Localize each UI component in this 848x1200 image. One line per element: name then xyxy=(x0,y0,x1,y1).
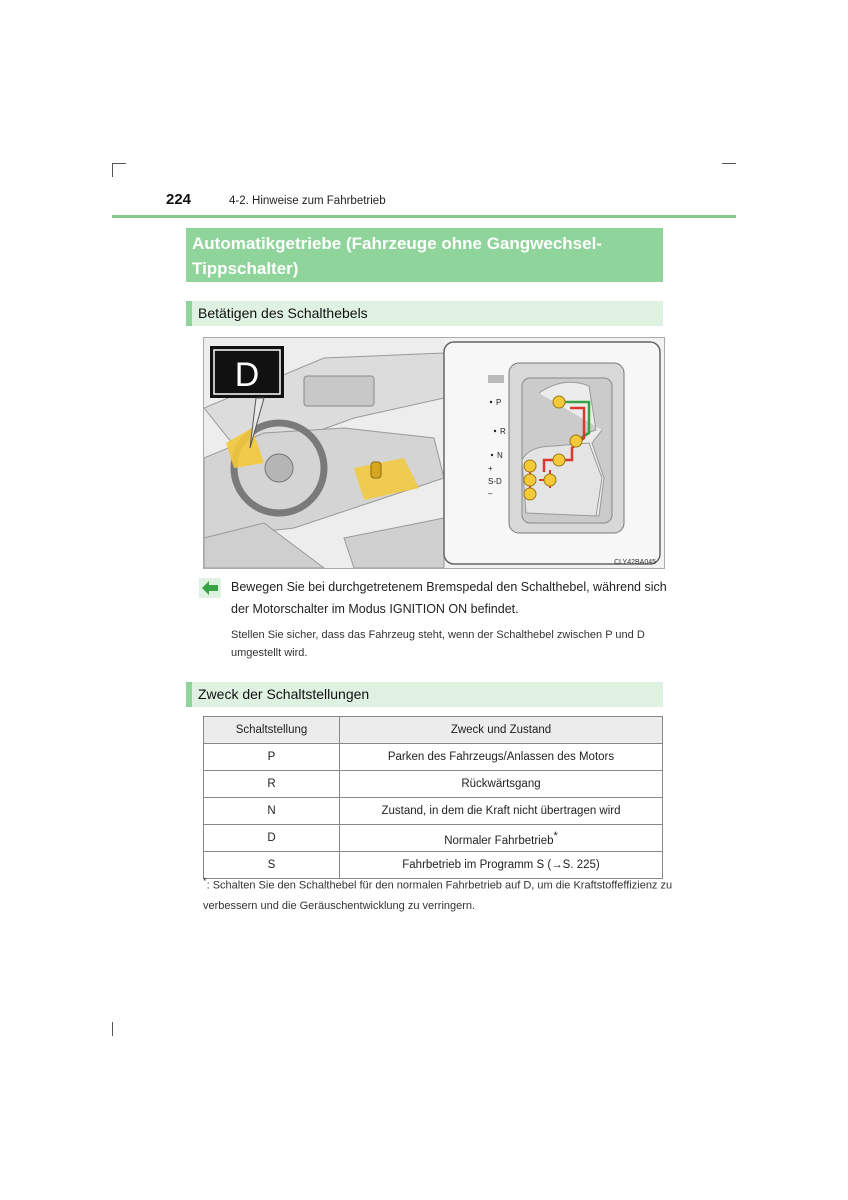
footnote-marker: * xyxy=(203,876,207,886)
table-cell: Parken des Fahrzeugs/Anlassen des Motors xyxy=(340,744,663,771)
footnote-marker: * xyxy=(553,829,558,842)
subsection-heading-operation xyxy=(186,301,663,326)
shift-position-table xyxy=(203,716,663,879)
footnote xyxy=(203,871,673,916)
section-reference: 4-2. Hinweise zum Fahrbetrieb xyxy=(229,195,386,207)
shift-lever-illustration xyxy=(203,337,665,569)
gate-label-minus: – xyxy=(488,489,493,498)
gate-label-r: R xyxy=(500,427,506,436)
illustration-code: CLY42BA045 xyxy=(614,559,656,566)
table-cell: D xyxy=(204,825,340,852)
table-cell: Rückwärtsgang xyxy=(340,771,663,798)
table-cell: N xyxy=(204,798,340,825)
column-header: Schaltstellung xyxy=(204,717,340,744)
table-row xyxy=(204,744,663,771)
table-cell: R xyxy=(204,771,340,798)
crop-mark-top-left-v xyxy=(112,163,113,177)
table-cell: Zustand, in dem die Kraft nicht übertragen wird xyxy=(340,798,663,825)
subsection-heading-text: Zweck der Schaltstellungen xyxy=(198,686,370,702)
gate-label-p: P xyxy=(496,398,502,407)
page-number: 224 xyxy=(166,191,192,208)
chapter-title: Automatikgetriebe (Fahrzeuge ohne Gangwechsel-Tippschalter) xyxy=(192,234,602,278)
left-arrow-icon xyxy=(199,578,221,598)
table-cell: S xyxy=(204,852,340,879)
gate-label-plus: + xyxy=(488,464,493,473)
table-row xyxy=(204,771,663,798)
table-cell: Fahrbetrieb im Programm S (→S. 225) xyxy=(340,852,663,879)
gear-badge-letter: D xyxy=(234,356,260,394)
heading-accent-bar xyxy=(186,301,192,326)
table-cell: P xyxy=(204,744,340,771)
gate-label-n: N xyxy=(497,451,503,460)
table-cell-text: Normaler Fahrbetrieb xyxy=(444,834,554,847)
crop-mark-top-left-h xyxy=(112,163,126,164)
footnote-text: : Schalten Sie den Schalthebel für den normalen Fahrbetrieb auf D, um die Kraftstoffeffizienz zu verbessern und die Geräuschentwicklung zu verringern. xyxy=(203,879,673,912)
instruction-note: Stellen Sie sicher, dass das Fahrzeug steht, wenn der Schalthebel zwischen P und D umgestellt wird. xyxy=(231,629,645,659)
gate-label-sd: S-D xyxy=(488,477,502,486)
table-row xyxy=(204,798,663,825)
subsection-heading-text: Betätigen des Schalthebels xyxy=(198,305,368,321)
table-header-row xyxy=(204,717,663,744)
table-cell xyxy=(340,825,663,852)
heading-accent-bar xyxy=(186,682,192,707)
chapter-title-box xyxy=(186,228,663,282)
illustration-graphic xyxy=(204,338,664,568)
crop-mark-bottom-left xyxy=(112,1022,113,1036)
crop-mark-top-right xyxy=(722,163,736,164)
subsection-heading-purpose xyxy=(186,682,663,707)
column-header: Zweck und Zustand xyxy=(340,717,663,744)
table-row xyxy=(204,825,663,852)
instruction-text: Bewegen Sie bei durchgetretenem Bremspedal den Schalthebel, während sich der Motorschalter im Modus IGNITION ON befindet. xyxy=(231,580,667,616)
header-rule xyxy=(112,215,736,218)
